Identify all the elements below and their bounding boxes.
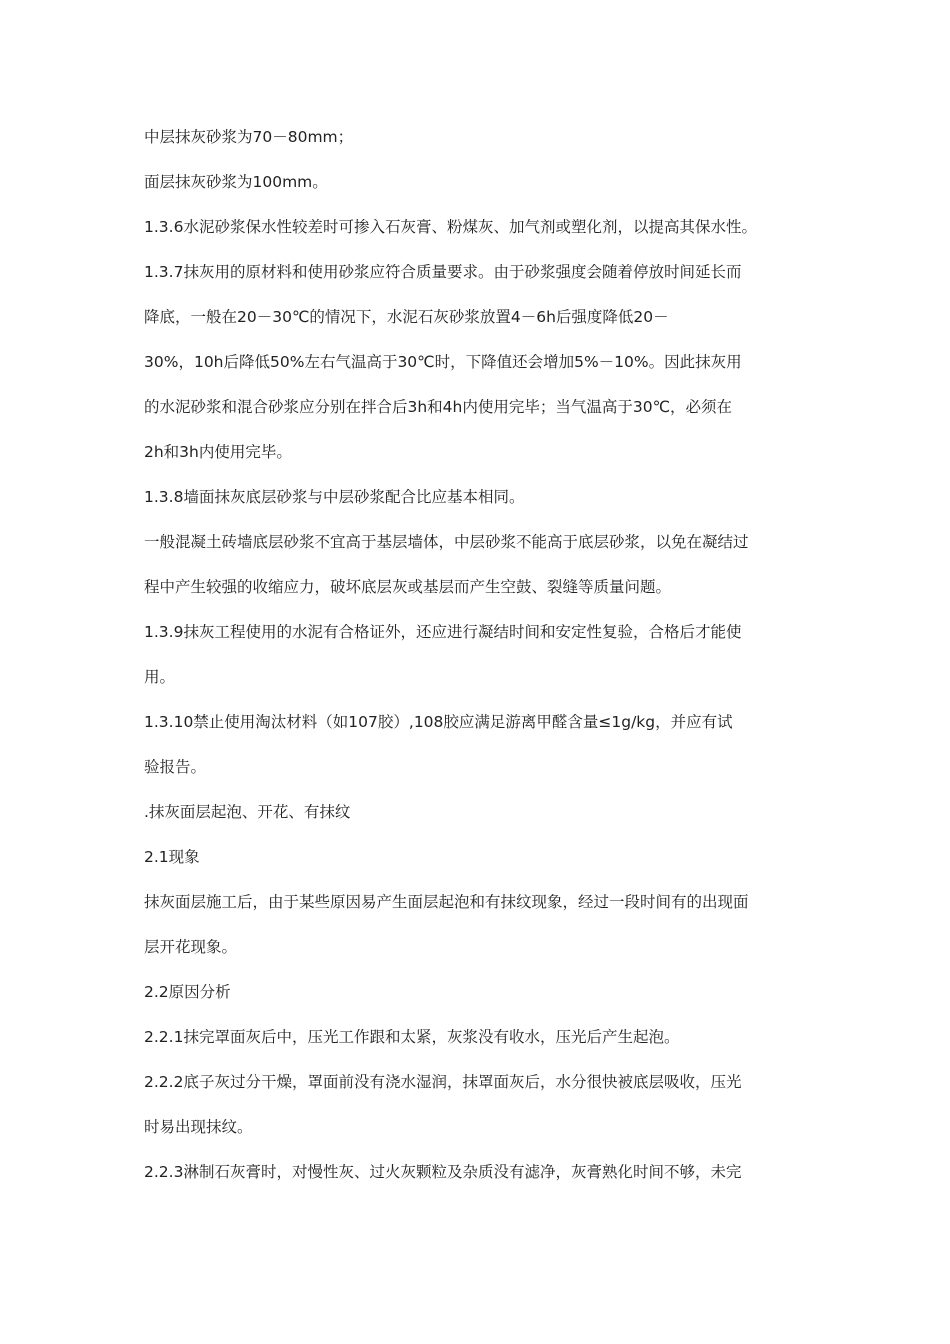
text-line: 1.3.9抹灰工程使用的水泥有合格证外，还应进行凝结时间和安定性复验，合格后才能使 — [144, 623, 742, 641]
text-line: 抹灰面层施工后，由于某些原因易产生面层起泡和有抹纹现象，经过一段时间有的出现面 — [144, 893, 749, 911]
subsection-heading: 2.2原因分析 — [144, 983, 231, 1001]
text-line: 程中产生较强的收缩应力，破坏底层灰或基层而产生空鼓、裂缝等质量问题。 — [144, 578, 672, 596]
text-line: 时易出现抹纹。 — [144, 1118, 253, 1136]
text-line: 1.3.8墙面抹灰底层砂浆与中层砂浆配合比应基本相同。 — [144, 488, 525, 506]
text-line: 2.2.3淋制石灰膏时，对慢性灰、过火灰颗粒及杂质没有滤净，灰膏熟化时间不够，未完 — [144, 1163, 742, 1181]
text-line: 的水泥砂浆和混合砂浆应分别在拌合后3h和4h内使用完毕；当气温高于30℃，必须在 — [144, 398, 733, 416]
document-body — [144, 118, 816, 1198]
section-heading: .抹灰面层起泡、开花、有抹纹 — [144, 803, 351, 821]
text-line: 30%，10h后降低50%左右气温高于30℃时，下降值还会增加5%－10%。因此抹灰用 — [144, 353, 742, 371]
text-line: 用。 — [144, 668, 176, 686]
text-line: 面层抹灰砂浆为100mm。 — [144, 173, 328, 191]
text-line: 降底，一般在20－30℃的情况下，水泥石灰砂浆放置4－6h后强度降低20－ — [144, 308, 669, 326]
text-line: 2h和3h内使用完毕。 — [144, 443, 292, 461]
text-line: 验报告。 — [144, 758, 207, 776]
text-line: 层开花现象。 — [144, 938, 238, 956]
text-line: 一般混凝土砖墙底层砂浆不宜高于基层墙体，中层砂浆不能高于底层砂浆，以免在凝结过 — [144, 533, 749, 551]
text-line: 1.3.7抹灰用的原材料和使用砂浆应符合质量要求。由于砂浆强度会随着停放时间延长而 — [144, 263, 742, 281]
subsection-heading: 2.1现象 — [144, 848, 200, 866]
text-line: 1.3.10禁止使用淘汰材料（如107胶）,108胶应满足游离甲醛含量≤1g/kg，并应有试 — [144, 713, 733, 731]
text-line: 2.2.2底子灰过分干燥，罩面前没有浇水湿润，抹罩面灰后，水分很快被底层吸收，压光 — [144, 1073, 742, 1091]
text-line: 中层抹灰砂浆为70－80mm； — [144, 128, 354, 146]
text-line: 1.3.6水泥砂浆保水性较差时可掺入石灰膏、粉煤灰、加气剂或塑化剂，以提高其保水性。 — [144, 218, 757, 236]
text-line: 2.2.1抹完罩面灰后中，压光工作跟和太紧，灰浆没有收水，压光后产生起泡。 — [144, 1028, 680, 1046]
